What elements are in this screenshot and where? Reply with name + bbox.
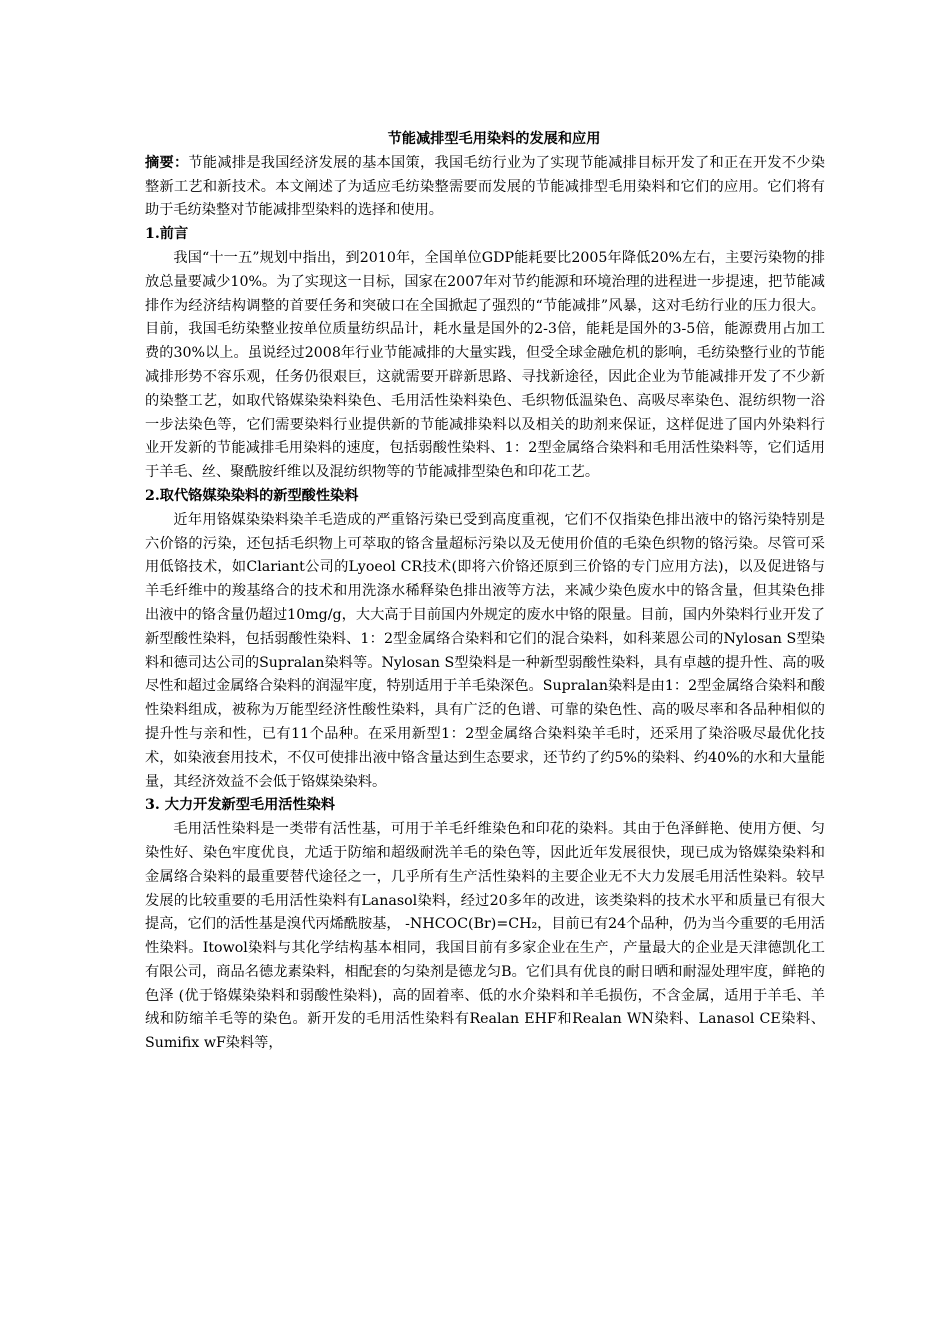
section-heading-intro: 1.前言 bbox=[145, 226, 189, 243]
section-paragraph-reactive-dyes: 毛用活性染料是一类带有活性基，可用于羊毛纤维染色和印花的染料。其由于色泽鲜艳、使用方便、匀染性好、染色牢度优良，尤适于防缩和超级耐洗羊毛的染色等，因此近年发展很快，现已成为铬媒染染料和金属络合染料的最重要替代途径之一，几乎所有生产活性染料的主要企业无不大力发展毛用活性染料。较早发展的比较重要的毛用活性染料有Lanasol染料，经过20多年的改进，该类染料的技术水平和质量已有很大提高，它们的活性基是溴代丙烯酰胺基， -NHCOC(Br)=CH₂，目前已有24个品种，仍为当今重要的毛用活性染料。Itowol染料与其化学结构基本相同，我国目前有多家企业在生产，产量最大的企业是天津德凯化工有限公司，商品名德龙素染料，相配套的匀染剂是德龙匀B。它们具有优良的耐日晒和耐湿处理牢度，鲜艳的色泽 (优于铬媒染染料和弱酸性染料)，高的固着率、低的水介染料和羊毛损伤，不含金属，适用于羊毛、羊绒和防缩羊毛等的染色。新开发的毛用活性染料有Realan EHF和Realan WN染料、Lanasol CE染料、Sumifix wF染料等， bbox=[145, 821, 825, 1052]
abstract-text: 节能减排是我国经济发展的基本国策，我国毛纺行业为了实现节能减排目标开发了和正在开发不少染整新工艺和新技术。本文阐述了为适应毛纺染整需要而发展的节能减排型毛用染料和它们的应用。它们将有助于毛纺染整对节能减排型染料的选择和使用。 bbox=[145, 154, 825, 219]
document-page bbox=[145, 128, 825, 1056]
section-heading-reactive-dyes: 3. 大力开发新型毛用活性染料 bbox=[145, 797, 336, 814]
document-title: 节能减排型毛用染料的发展和应用 bbox=[387, 131, 601, 147]
section-paragraph-acid-dyes: 近年用铬媒染染料染羊毛造成的严重铬污染已受到高度重视，它们不仅指染色排出液中的铬污染特别是六价铬的污染，还包括毛织物上可萃取的铬含量超标污染以及无使用价值的毛染色织物的铬污染。尽管可采用低铬技术，如Clariant公司的Lyoeol CR技术(即将六价铬还原到三价铬的专门应用方法)，以及促进铬与羊毛纤维中的羧基络合的技术和用洗涤水稀释染色排出液等方法，来减少染色废水中的铬含量，但其染色排出液中的铬含量仍超过10mg/g，大大高于目前国内外规定的废水中铬的限量。目前，国内外染料行业开发了新型酸性染料，包括弱酸性染料、1：2型金属络合染料和它们的混合染料，如科莱恩公司的Nylosan S型染料和德司达公司的Supralan染料等。Nylosan S型染料是一种新型弱酸性染料，具有卓越的提升性、高的吸尽性和超过金属络合染料的润湿牢度，特别适用于羊毛染深色。Supralan染料是由1：2型金属络合染料和酸性染料组成，被称为万能型经济性酸性染料，具有广泛的色谱、可靠的染色性、高的吸尽率和各品种相似的提升性与亲和性，已有11个品种。在采用新型1：2型金属络合染料染羊毛时，还采用了染浴吸尽最优化技术，如染液套用技术，不仅可使排出液中铬含量达到生态要求，还节约了约5%的染料、约40%的水和大量能量，其经济效益不会低于铬媒染染料。 bbox=[145, 511, 825, 790]
section-paragraph-intro: 我国“十一五”规划中指出，到2010年，全国单位GDP能耗要比2005年降低20%左右，主要污染物的排放总量要减少10%。为了实现这一目标，国家在2007年对节约能源和环境治理的进程进一步提速，把节能减排作为经济结构调整的首要任务和突破口在全国掀起了强烈的“节能减排”风暴，这对毛纺行业的压力很大。目前，我国毛纺染整业按单位质量纺织品计，耗水量是国外的2-3倍，能耗是国外的3-5倍，能源费用占加工费的30%以上。虽说经过2008年行业节能减排的大量实践，但受全球金融危机的影响，毛纺染整行业的节能减排形势不容乐观，任务仍很艰巨，这就需要开辟新思路、寻找新途径，因此企业为节能减排开发了不少新的染整工艺，如取代铬媒染染料染色、毛用活性染料染色、毛织物低温染色、高吸尽率染色、混纺织物一浴一步法染色等，它们需要染料行业提供新的节能减排染料以及相关的助剂来保证，这样促进了国内外染料行业开发新的节能减排毛用染料的速度，包括弱酸性染料、1：2型金属络合染料和毛用活性染料等，它们适用于羊毛、丝、聚酰胺纤维以及混纺织物等的节能减排型染色和印花工艺。 bbox=[145, 249, 825, 481]
section-heading-acid-dyes: 2.取代铬媒染染料的新型酸性染料 bbox=[145, 487, 359, 504]
abstract bbox=[145, 152, 825, 223]
abstract-label: 摘要： bbox=[145, 154, 189, 171]
